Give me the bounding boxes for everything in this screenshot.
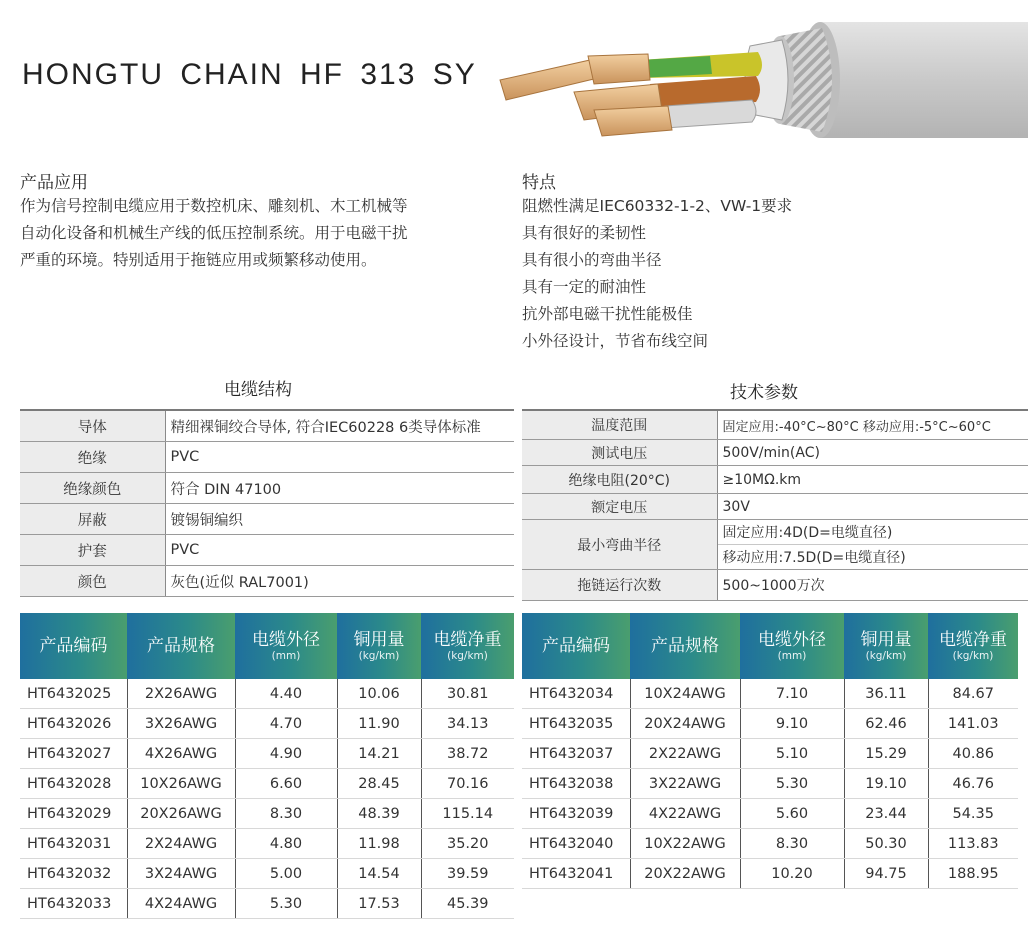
net-weight-cell: 141.03 <box>928 709 1018 739</box>
product-code-cell: HT6432032 <box>20 859 127 889</box>
product-code-cell: HT6432037 <box>522 739 630 769</box>
product-code-cell: HT6432040 <box>522 829 630 859</box>
product-row <box>20 679 514 709</box>
cable-od-cell: 5.30 <box>235 889 337 919</box>
product-spec-cell: 2X26AWG <box>127 679 235 709</box>
product-row <box>522 739 1018 769</box>
product-row <box>522 679 1018 709</box>
net-weight-cell: 113.83 <box>928 829 1018 859</box>
product-row <box>20 709 514 739</box>
technical-row <box>522 410 1028 440</box>
features-list <box>522 193 792 355</box>
header-weight-label: 电缆净重 <box>939 630 1007 650</box>
technical-value: 500V/min(AC) <box>717 440 1028 466</box>
product-header-row <box>20 613 514 679</box>
product-row <box>522 769 1018 799</box>
structure-key: 导体 <box>20 410 165 442</box>
header-od <box>740 613 844 679</box>
feature-item: 具有一定的耐油性 <box>522 278 647 296</box>
technical-key: 测试电压 <box>522 440 717 466</box>
copper-weight-cell: 17.53 <box>337 889 421 919</box>
product-code-cell: HT6432026 <box>20 709 127 739</box>
header-od-unit: (mm) <box>777 650 807 662</box>
product-spec-cell: 3X24AWG <box>127 859 235 889</box>
structure-value: 灰色(近似 RAL7001) <box>165 566 514 597</box>
technical-row <box>522 494 1028 520</box>
net-weight-cell: 54.35 <box>928 799 1018 829</box>
feature-item: 阻燃性满足IEC60332-1-2、VW-1要求 <box>522 197 793 215</box>
product-spec-cell: 20X26AWG <box>127 799 235 829</box>
application-title: 产品应用 <box>20 173 88 193</box>
technical-title: 技术参数 <box>730 383 798 403</box>
product-row <box>20 739 514 769</box>
product-spec-cell: 3X26AWG <box>127 709 235 739</box>
product-header-row <box>522 613 1018 679</box>
header-od-label: 电缆外径 <box>758 630 826 650</box>
technical-table <box>522 409 1028 601</box>
header-cu-label: 铜用量 <box>860 630 912 650</box>
product-spec-cell: 4X22AWG <box>630 799 740 829</box>
product-row <box>20 829 514 859</box>
structure-value: PVC <box>165 442 514 473</box>
application-line: 严重的环境。特别适用于拖链应用或频繁移动使用。 <box>20 251 377 269</box>
net-weight-cell: 35.20 <box>421 829 514 859</box>
cable-od-cell: 4.90 <box>235 739 337 769</box>
technical-key: 温度范围 <box>522 410 717 440</box>
product-code-cell: HT6432027 <box>20 739 127 769</box>
product-spec-cell: 20X24AWG <box>630 709 740 739</box>
header-weight <box>928 613 1018 679</box>
technical-value: ≥10MΩ.km <box>717 466 1028 494</box>
structure-key: 绝缘颜色 <box>20 473 165 504</box>
feature-item: 具有很好的柔韧性 <box>522 224 647 242</box>
copper-weight-cell: 50.30 <box>844 829 928 859</box>
structure-value: 镀锡铜编织 <box>165 504 514 535</box>
cable-od-cell: 4.70 <box>235 709 337 739</box>
product-spec-cell: 20X22AWG <box>630 859 740 889</box>
structure-key: 护套 <box>20 535 165 566</box>
copper-weight-cell: 28.45 <box>337 769 421 799</box>
product-table-left <box>20 613 514 919</box>
header-spec <box>630 613 740 679</box>
header-weight <box>421 613 514 679</box>
copper-weight-cell: 10.06 <box>337 679 421 709</box>
structure-row <box>20 442 514 473</box>
structure-value: 符合 DIN 47100 <box>165 473 514 504</box>
net-weight-cell: 84.67 <box>928 679 1018 709</box>
copper-weight-cell: 14.54 <box>337 859 421 889</box>
header-od <box>235 613 337 679</box>
header-code <box>20 613 127 679</box>
copper-weight-cell: 14.21 <box>337 739 421 769</box>
product-code-cell: HT6432041 <box>522 859 630 889</box>
header-weight-unit: (kg/km) <box>952 650 994 662</box>
copper-weight-cell: 15.29 <box>844 739 928 769</box>
cable-od-cell: 10.20 <box>740 859 844 889</box>
technical-value: 500~1000万次 <box>717 570 1028 601</box>
product-spec-cell: 10X26AWG <box>127 769 235 799</box>
structure-key: 绝缘 <box>20 442 165 473</box>
copper-weight-cell: 11.90 <box>337 709 421 739</box>
structure-title: 电缆结构 <box>224 380 292 400</box>
structure-row <box>20 535 514 566</box>
product-code-cell: HT6432034 <box>522 679 630 709</box>
product-code-cell: HT6432038 <box>522 769 630 799</box>
header-weight-label: 电缆净重 <box>433 630 502 650</box>
product-spec-cell: 10X24AWG <box>630 679 740 709</box>
product-row <box>522 859 1018 889</box>
net-weight-cell: 39.59 <box>421 859 514 889</box>
product-spec-cell: 2X24AWG <box>127 829 235 859</box>
product-code-cell: HT6432029 <box>20 799 127 829</box>
header-code <box>522 613 630 679</box>
header-cu-unit: (kg/km) <box>358 650 400 662</box>
structure-row <box>20 504 514 535</box>
net-weight-cell: 46.76 <box>928 769 1018 799</box>
net-weight-cell: 40.86 <box>928 739 1018 769</box>
product-row <box>20 769 514 799</box>
technical-key: 最小弯曲半径 <box>522 520 717 570</box>
application-text <box>20 193 408 274</box>
features-title: 特点 <box>522 173 556 193</box>
product-row <box>522 709 1018 739</box>
technical-value: 移动应用:7.5D(D=电缆直径) <box>717 545 1028 570</box>
net-weight-cell: 30.81 <box>421 679 514 709</box>
structure-table <box>20 409 514 597</box>
technical-key: 绝缘电阻(20°C) <box>522 466 717 494</box>
cable-od-cell: 8.30 <box>740 829 844 859</box>
technical-row <box>522 520 1028 545</box>
header-cu-label: 铜用量 <box>353 630 405 650</box>
cable-od-cell: 5.30 <box>740 769 844 799</box>
header-spec-label: 产品规格 <box>147 636 215 656</box>
feature-item: 具有很小的弯曲半径 <box>522 251 662 269</box>
copper-weight-cell: 62.46 <box>844 709 928 739</box>
copper-weight-cell: 19.10 <box>844 769 928 799</box>
structure-value: PVC <box>165 535 514 566</box>
cable-od-cell: 6.60 <box>235 769 337 799</box>
product-spec-cell: 10X22AWG <box>630 829 740 859</box>
product-spec-cell: 4X26AWG <box>127 739 235 769</box>
product-code-cell: HT6432035 <box>522 709 630 739</box>
header-od-label: 电缆外径 <box>252 630 320 650</box>
technical-row <box>522 570 1028 601</box>
structure-row <box>20 473 514 504</box>
product-table-right <box>522 613 1018 889</box>
cable-od-cell: 7.10 <box>740 679 844 709</box>
net-weight-cell: 34.13 <box>421 709 514 739</box>
net-weight-cell: 188.95 <box>928 859 1018 889</box>
product-code-cell: HT6432025 <box>20 679 127 709</box>
structure-key: 颜色 <box>20 566 165 597</box>
product-code-cell: HT6432031 <box>20 829 127 859</box>
product-row <box>522 799 1018 829</box>
header-cu-unit: (kg/km) <box>865 650 907 662</box>
product-code-cell: HT6432039 <box>522 799 630 829</box>
header-code-label: 产品编码 <box>39 636 108 656</box>
technical-key: 额定电压 <box>522 494 717 520</box>
application-line: 作为信号控制电缆应用于数控机床、雕刻机、木工机械等 <box>20 197 408 215</box>
cable-od-cell: 4.40 <box>235 679 337 709</box>
product-spec-cell: 3X22AWG <box>630 769 740 799</box>
structure-row <box>20 410 514 442</box>
product-code-cell: HT6432028 <box>20 769 127 799</box>
copper-weight-cell: 36.11 <box>844 679 928 709</box>
header-cu <box>337 613 421 679</box>
cable-od-cell: 4.80 <box>235 829 337 859</box>
copper-weight-cell: 48.39 <box>337 799 421 829</box>
header-spec-label: 产品规格 <box>651 636 719 656</box>
product-spec-cell: 4X24AWG <box>127 889 235 919</box>
technical-value: 30V <box>717 494 1028 520</box>
header-weight-unit: (kg/km) <box>447 650 488 662</box>
header-code-label: 产品编码 <box>542 636 610 656</box>
header-cu <box>844 613 928 679</box>
net-weight-cell: 38.72 <box>421 739 514 769</box>
product-row <box>20 889 514 919</box>
net-weight-cell: 115.14 <box>421 799 514 829</box>
copper-weight-cell: 94.75 <box>844 859 928 889</box>
product-row <box>522 829 1018 859</box>
structure-key: 屏蔽 <box>20 504 165 535</box>
technical-row <box>522 440 1028 466</box>
product-row <box>20 859 514 889</box>
copper-weight-cell: 11.98 <box>337 829 421 859</box>
structure-value: 精细裸铜绞合导体, 符合IEC60228 6类导体标准 <box>165 410 514 442</box>
feature-item: 小外径设计，节省布线空间 <box>522 332 709 350</box>
net-weight-cell: 45.39 <box>421 889 514 919</box>
product-row <box>20 799 514 829</box>
application-line: 自动化设备和机械生产线的低压控制系统。用于电磁干扰 <box>20 224 408 242</box>
cable-od-cell: 5.00 <box>235 859 337 889</box>
feature-item: 抗外部电磁干扰性能极佳 <box>522 305 693 323</box>
cable-od-cell: 9.10 <box>740 709 844 739</box>
copper-weight-cell: 23.44 <box>844 799 928 829</box>
technical-key: 拖链运行次数 <box>522 570 717 601</box>
product-code-cell: HT6432033 <box>20 889 127 919</box>
cable-od-cell: 5.10 <box>740 739 844 769</box>
structure-row <box>20 566 514 597</box>
cable-illustration <box>490 14 1028 154</box>
cable-od-cell: 5.60 <box>740 799 844 829</box>
cable-od-cell: 8.30 <box>235 799 337 829</box>
page-title: HONGTU CHAIN HF 313 SY <box>22 58 477 91</box>
technical-row <box>522 466 1028 494</box>
header-spec <box>127 613 235 679</box>
header-od-unit: (mm) <box>271 650 301 662</box>
product-spec-cell: 2X22AWG <box>630 739 740 769</box>
technical-value: 固定应用:-40°C~80°C 移动应用:-5°C~60°C <box>717 410 1028 440</box>
technical-value: 固定应用:4D(D=电缆直径) <box>717 520 1028 545</box>
net-weight-cell: 70.16 <box>421 769 514 799</box>
